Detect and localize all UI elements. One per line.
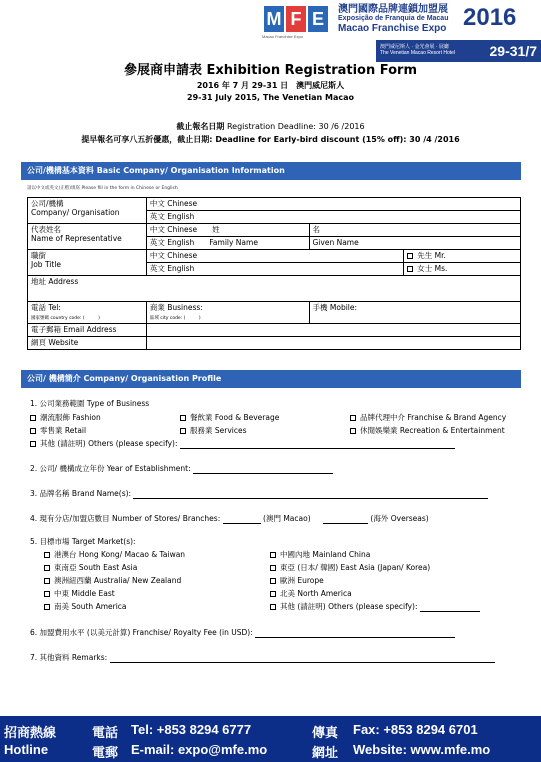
option-retail[interactable]: 零售業 Retail <box>30 425 86 436</box>
market-others-line[interactable] <box>420 604 480 612</box>
checkbox[interactable] <box>30 428 36 434</box>
website-field[interactable] <box>146 337 520 350</box>
brand-input-line[interactable] <box>133 491 488 499</box>
checkbox[interactable] <box>44 565 50 571</box>
representative-label-cell: 代表姓名 Name of Representative <box>28 224 147 250</box>
checkbox[interactable] <box>350 428 356 434</box>
website-label-cell: 網頁 Website <box>28 337 147 350</box>
option-fashion[interactable]: 潮流服飾 Fashion <box>30 412 101 423</box>
checkbox[interactable] <box>30 441 36 447</box>
company-chinese-field[interactable]: 中文 Chinese <box>146 198 520 211</box>
event-date-en: 29-31 July 2015, The Venetian Macao <box>187 93 354 102</box>
logo-letter-e: E <box>308 6 328 32</box>
market-south-america[interactable]: 南美 South America <box>44 601 127 612</box>
deadline-block <box>0 120 541 146</box>
mobile-field[interactable]: 手機 Mobile: <box>309 302 521 324</box>
option-others[interactable]: 其他 (請註明) Others (please specify): <box>30 438 455 449</box>
checkbox[interactable] <box>44 578 50 584</box>
email-field[interactable] <box>146 324 520 337</box>
fee-input-line[interactable] <box>255 630 455 638</box>
q7-remarks: 7. 其他資料 Remarks: <box>30 652 495 663</box>
job-title-label-cell: 職銜 Job Title <box>28 250 147 276</box>
email-zh: 電郵 <box>92 745 119 760</box>
logo-subtitle: Macao Franchise Expo <box>262 34 303 39</box>
rep-given-chinese-field[interactable]: 名 <box>309 224 521 237</box>
company-english-field[interactable]: 英文 English <box>146 211 520 224</box>
option-services[interactable]: 服務業 Services <box>180 425 247 436</box>
market-southeast-asia[interactable]: 東南亞 South East Asia <box>44 562 137 573</box>
section-basic-info-header: 公司/機構基本資料 Basic Company/ Organisation Information <box>21 162 521 180</box>
expo-name-zh: 澳門國際品牌連鎖加盟展 <box>338 4 448 15</box>
option-franchise-agency[interactable]: 品牌代理中介 Franchise & Brand Agency <box>350 412 506 423</box>
q1-business-type: 1. 公司業務範圍 Type of Business <box>30 399 150 408</box>
market-australia-nz[interactable]: 澳洲紐西蘭 Australia/ New Zealand <box>44 575 181 586</box>
macao-count-line[interactable] <box>223 516 261 524</box>
header-banner <box>258 0 541 62</box>
venue-en: The Venetian Macao Resort Hotel <box>380 50 456 56</box>
email-address[interactable]: E-mail: expo@mfe.mo <box>131 742 268 757</box>
q4-store-count: 4. 現有分店/加盟店數目 Number of Stores/ Branches: (澳門 Macao) (海外 Overseas) <box>30 514 429 523</box>
checkbox[interactable] <box>270 565 276 571</box>
contact-footer <box>0 716 541 762</box>
market-east-asia[interactable]: 東亞 (日本/ 韓國) East Asia (Japan/ Korea) <box>270 562 430 573</box>
tel-field[interactable]: 電話 Tel: 國家號碼 country code: ( ) <box>28 302 147 324</box>
market-mainland-china[interactable]: 中國內地 Mainland China <box>270 549 370 560</box>
expo-name-en: Macao Franchise Expo <box>338 23 447 34</box>
fax-number: Fax: +853 8294 6701 <box>353 722 478 737</box>
year-input-line[interactable] <box>193 466 333 474</box>
expo-name <box>338 4 448 34</box>
q6-franchise-fee: 6. 加盟費用水平 (以美元計算) Franchise/ Royalty Fee (in USD): <box>30 627 455 638</box>
registration-deadline: 截止報名日期 Registration Deadline: 30 /6 /2016 <box>176 122 365 131</box>
hotline-en: Hotline <box>4 742 49 757</box>
checkbox[interactable] <box>270 604 276 610</box>
venue-zh: 澳門威尼斯人 · 金光會展 · 展廳 <box>380 44 449 50</box>
website-zh: 網址 <box>312 745 339 760</box>
fax-zh: 傳真 <box>312 725 339 740</box>
market-middle-east[interactable]: 中東 Middle East <box>44 588 115 599</box>
mfe-logo <box>264 6 328 32</box>
form-title-block <box>0 62 541 104</box>
checkbox[interactable] <box>44 604 50 610</box>
ms-checkbox[interactable] <box>407 266 413 272</box>
section-profile-header: 公司/ 機構簡介 Company/ Organisation Profile <box>21 370 521 388</box>
checkbox[interactable] <box>270 552 276 558</box>
q5-target-market: 5. 目標市場 Target Market(s): <box>30 537 136 546</box>
expo-name-pt: Exposição de Franquia de Macau <box>338 15 449 22</box>
job-title-chinese-field[interactable]: 中文 Chinese <box>146 250 403 263</box>
expo-dates: 29-31/7 <box>489 43 537 59</box>
job-title-english-field[interactable]: 英文 English <box>146 263 403 276</box>
website-url[interactable]: Website: www.mfe.mo <box>353 742 491 757</box>
business-tel-field[interactable]: 商業 Business: 區域 city code: ( ) <box>146 302 309 324</box>
mr-checkbox[interactable] <box>407 253 413 259</box>
company-label-cell: 公司/機構 Company/ Organisation <box>28 198 147 224</box>
market-hk-macao-taiwan[interactable]: 港澳台 Hong Kong/ Macao & Taiwan <box>44 549 185 560</box>
tel-number[interactable]: Tel: +853 8294 6777 <box>131 722 252 737</box>
option-recreation[interactable]: 休閒娛樂業 Recreation & Entertainment <box>350 425 505 436</box>
early-bird-deadline: 提早報名可享八五折優惠，截止日期: Deadline for Early-bird discount (15% off): 30 /4 /2016 <box>81 135 460 144</box>
checkbox[interactable] <box>180 415 186 421</box>
form-instruction-note: 請以中文或英文(正楷)填寫 Please fill in the form in Chinese or English <box>27 186 178 191</box>
checkbox[interactable] <box>44 552 50 558</box>
form-title: 參展商申請表 Exhibition Registration Form <box>124 63 417 78</box>
logo-letter-f: F <box>286 6 306 32</box>
checkbox[interactable] <box>350 415 356 421</box>
market-europe[interactable]: 歐洲 Europe <box>270 575 324 586</box>
remarks-input-line[interactable] <box>110 655 495 663</box>
rep-surname-chinese-field[interactable]: 中文 Chinese 姓 <box>146 224 309 237</box>
market-north-america[interactable]: 北美 North America <box>270 588 352 599</box>
overseas-count-line[interactable] <box>323 516 368 524</box>
market-others[interactable]: 其他 (請註明) Others (please specify): <box>270 601 480 612</box>
checkbox[interactable] <box>180 428 186 434</box>
q2-year-established: 2. 公司/ 機構成立年份 Year of Establishment: <box>30 463 333 474</box>
hotline-zh: 招商熱線 <box>4 725 57 740</box>
checkbox[interactable] <box>44 591 50 597</box>
event-date-zh: 2016 年 7 月 29-31 日 澳門威尼斯人 <box>196 81 345 90</box>
email-label-cell: 電子郵箱 Email Address <box>28 324 147 337</box>
rep-given-name-field[interactable]: Given Name <box>309 237 521 250</box>
tel-zh: 電話 <box>92 725 119 740</box>
venue-text <box>380 44 455 56</box>
option-food-beverage[interactable]: 餐飲業 Food & Beverage <box>180 412 279 423</box>
q3-brand-name: 3. 品牌名稱 Brand Name(s): <box>30 488 488 499</box>
logo-letter-m: M <box>264 6 284 32</box>
mr-checkbox-cell[interactable]: 先生 Mr. <box>404 250 521 263</box>
company-info-table <box>27 197 521 350</box>
checkbox[interactable] <box>30 415 36 421</box>
rep-family-name-field[interactable]: 英文 English Family Name <box>146 237 309 250</box>
venue-bar <box>376 40 541 62</box>
others-input-line[interactable] <box>180 441 455 449</box>
checkbox[interactable] <box>270 578 276 584</box>
expo-year: 2016 <box>463 4 517 31</box>
ms-checkbox-cell[interactable]: 女士 Ms. <box>404 263 521 276</box>
checkbox[interactable] <box>270 591 276 597</box>
address-field[interactable]: 地址 Address <box>28 276 521 302</box>
